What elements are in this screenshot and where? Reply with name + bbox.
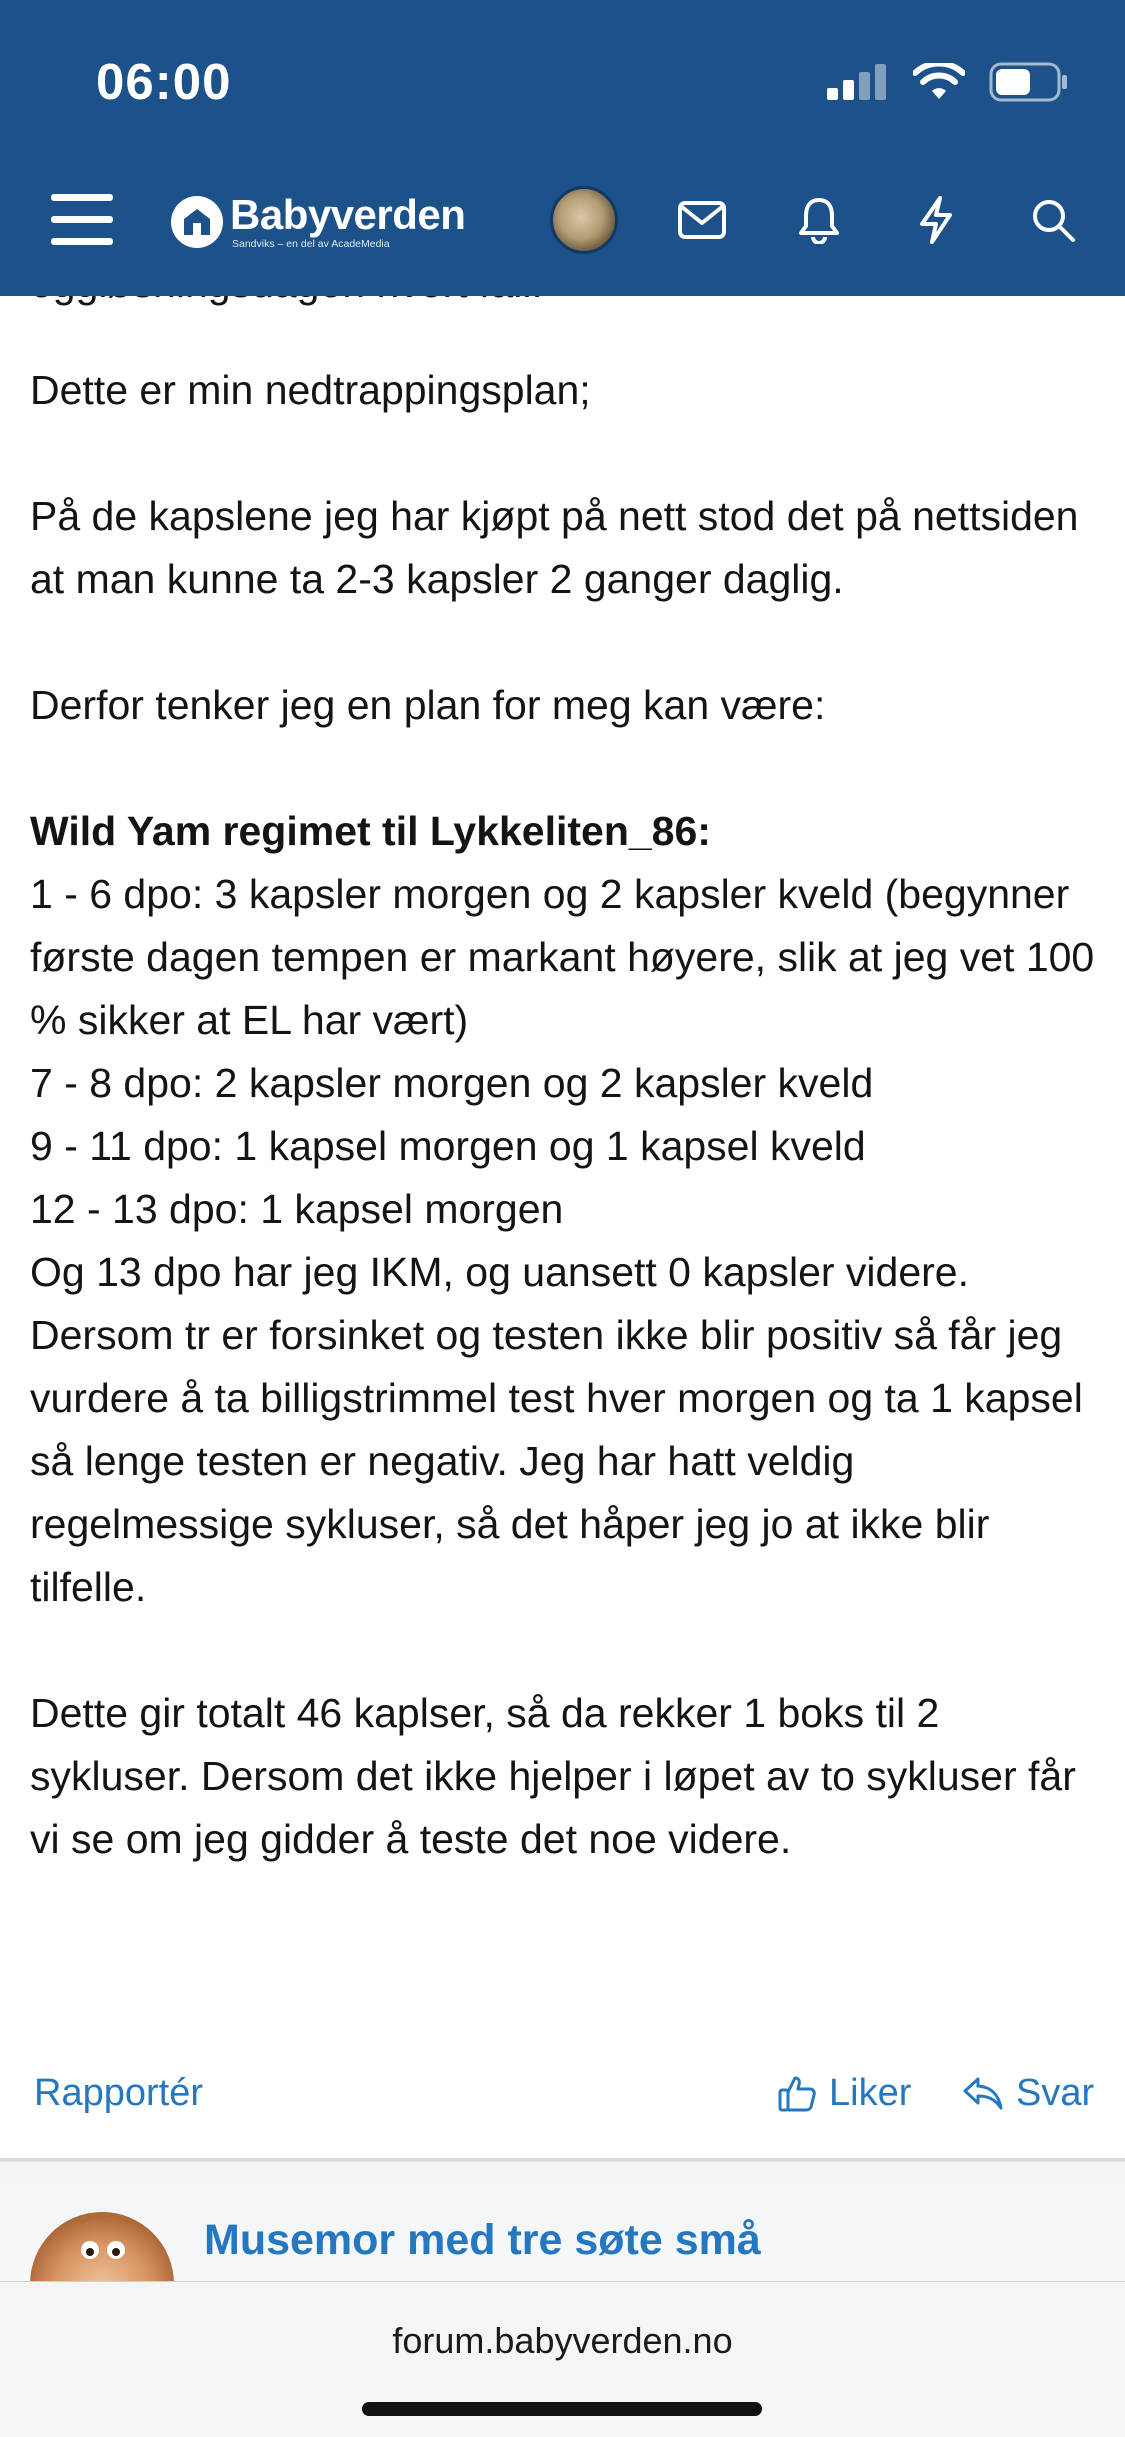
home-indicator[interactable] bbox=[362, 2402, 762, 2416]
status-icons bbox=[827, 62, 1069, 102]
search-icon bbox=[1030, 197, 1076, 243]
lightning-bolt-icon bbox=[916, 195, 956, 245]
reply-label: Svar bbox=[1016, 2071, 1095, 2114]
like-button[interactable] bbox=[777, 2060, 911, 2126]
user-avatar-button[interactable] bbox=[548, 180, 620, 260]
thumbs-up-icon bbox=[777, 2073, 817, 2113]
user-avatar bbox=[550, 186, 618, 254]
cellular-signal-icon bbox=[827, 64, 889, 100]
report-link[interactable] bbox=[34, 2060, 203, 2126]
envelope-icon bbox=[677, 200, 727, 240]
post-paragraph: Derfor tenker jeg en plan for meg kan være: bbox=[30, 682, 826, 728]
next-post-avatar-image bbox=[30, 2212, 174, 2282]
regime-line: 1 - 6 dpo: 3 kapsler morgen og 2 kapsler kveld (begynner første dagen tempen er markant høyere, slik at jeg vet 100 % sikker at EL har vært) bbox=[30, 871, 1095, 1043]
regime-title: Wild Yam regimet til Lykkeliten_86: bbox=[30, 808, 711, 854]
reply-button[interactable] bbox=[962, 2060, 1094, 2126]
brand-logo[interactable] bbox=[170, 186, 465, 258]
next-post-avatar[interactable] bbox=[30, 2212, 174, 2282]
main-nav bbox=[0, 180, 1125, 260]
regime-line: 12 - 13 dpo: 1 kapsel morgen bbox=[30, 1186, 564, 1232]
post-closing: Dette gir totalt 46 kaplser, så da rekker 1 boks til 2 sykluser. Dersom det ikke hjelper i løpet av to sykluser får vi se om jeg gidder å teste det noe videre. bbox=[30, 1690, 1076, 1862]
next-post-author[interactable]: Musemor med tre søte små bbox=[204, 2216, 761, 2264]
post-paragraph: Dette er min nedtrappingsplan; bbox=[30, 367, 591, 413]
regime-line: Og 13 dpo har jeg IKM, og uansett 0 kapsler videre. Dersom tr er forsinket og testen ikke blir positiv så får jeg vurdere å ta billigstrimmel test hver morgen og ta 1 kapsel så lenge testen er negativ. Jeg har hatt veldig regelmessige sykluser, så det håper jeg jo at ikke blir tilfelle. bbox=[30, 1249, 1083, 1610]
regime-line: 7 - 8 dpo: 2 kapsler morgen og 2 kapsler kveld bbox=[30, 1060, 874, 1106]
menu-button[interactable] bbox=[44, 180, 120, 260]
inbox-button[interactable] bbox=[670, 180, 734, 260]
browser-bottom-bar bbox=[0, 2281, 1125, 2437]
like-label: Liker bbox=[829, 2071, 912, 2114]
next-post-header bbox=[0, 2161, 1125, 2282]
post-body bbox=[30, 296, 1100, 1871]
bell-icon bbox=[797, 196, 841, 244]
address-bar[interactable]: forum.babyverden.no bbox=[392, 2320, 733, 2361]
report-label: Rapportér bbox=[34, 2071, 203, 2114]
wifi-icon bbox=[913, 63, 965, 101]
whats-new-button[interactable] bbox=[904, 180, 968, 260]
post-actions bbox=[0, 2060, 1125, 2126]
battery-icon bbox=[989, 62, 1069, 102]
regime-line: 9 - 11 dpo: 1 kapsel morgen og 1 kapsel kveld bbox=[30, 1123, 866, 1169]
post-paragraph: På de kapslene jeg har kjøpt på nett stod det på nettsiden at man kunne ta 2-3 kapsler 2 ganger daglig. bbox=[30, 493, 1079, 602]
hamburger-menu-icon bbox=[49, 192, 115, 248]
search-button[interactable] bbox=[1020, 180, 1086, 260]
reply-arrow-icon bbox=[962, 2075, 1004, 2111]
alerts-button[interactable] bbox=[787, 180, 851, 260]
brand-name: Babyverden bbox=[230, 191, 466, 238]
babyverden-logo-icon bbox=[170, 195, 224, 249]
brand-tagline: Sandviks – en del av AcadeMedia bbox=[232, 238, 390, 250]
app-header bbox=[0, 0, 1125, 296]
status-time: 06:00 bbox=[96, 53, 232, 110]
